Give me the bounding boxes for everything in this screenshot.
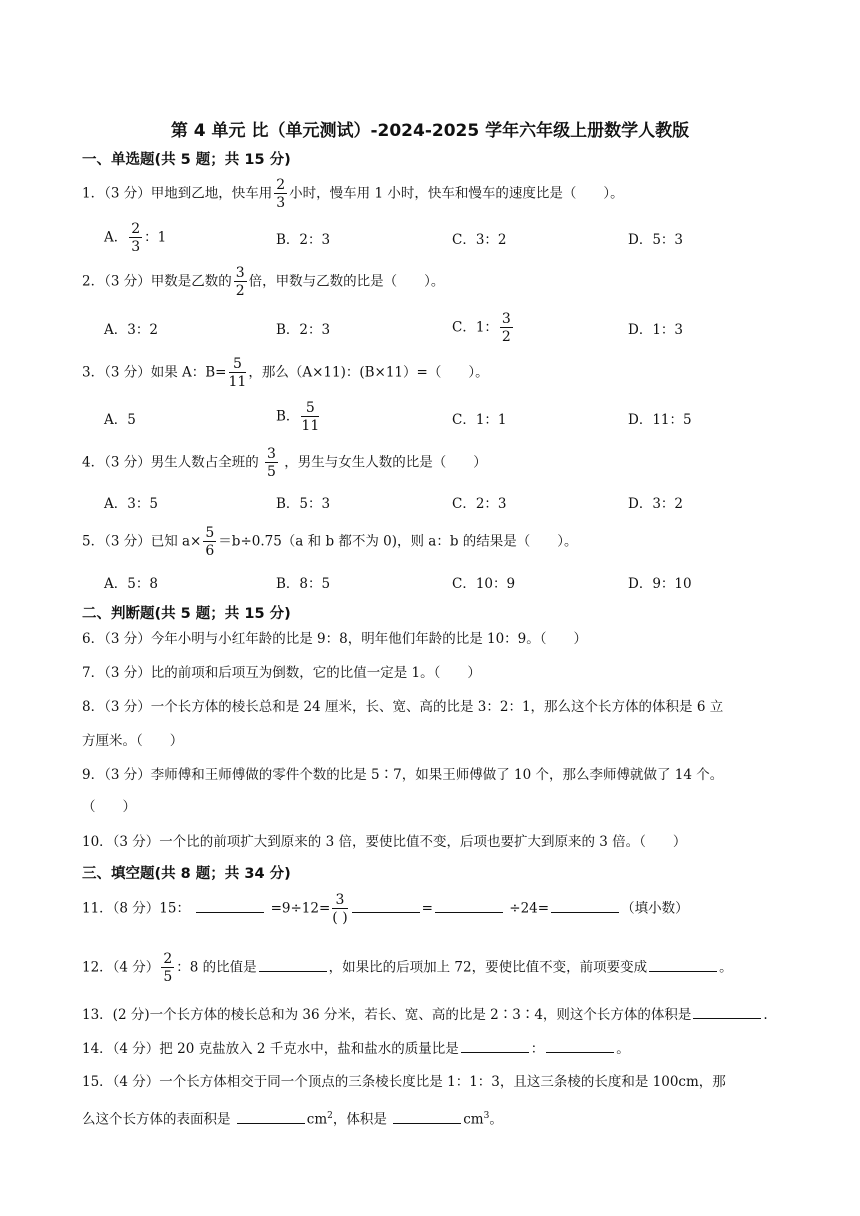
fraction: $\frac{3}{5}$: [267, 446, 276, 480]
q2-option-a: A．3：2: [104, 322, 158, 338]
question-15-line-2: 么这个长方体的表面积是 $cm^2$，体积是 $cm^3$。: [82, 1106, 503, 1130]
q2-option-b: B．2：3: [276, 322, 331, 338]
section-heading-single-choice: 一、单选题(共 5 题；共 15 分): [82, 152, 291, 168]
fraction: $\frac{3}{2}$: [235, 265, 245, 299]
fraction: $\frac{5}{11}$: [228, 356, 247, 390]
question-13: 13．(2 分)一个长方体的棱长总和为 36 分米，若长、宽、高的比是 2∶3∶4，则这个长方体的体积是 .: [82, 1004, 768, 1025]
q4-option-a: A．3：5: [104, 496, 158, 512]
answer-blank[interactable]: [393, 1109, 461, 1124]
q2-option-c: C．1： $\frac{3}{2}$: [452, 311, 511, 345]
question-15-line-1: 15．（4 分）一个长方体相交于同一个顶点的三条棱长度比是 1：1：3，且这三条棱的长度和是 100cm，那: [82, 1074, 726, 1090]
answer-blank[interactable]: [461, 1038, 529, 1053]
question-10: 10．（3 分）一个比的前项扩大到原来的 3 倍，要使比值不变，后项也要扩大到原来的 3 倍。（ ）: [82, 834, 687, 850]
answer-blank[interactable]: [693, 1004, 761, 1019]
section-heading-true-false: 二、判断题(共 5 题；共 15 分): [82, 606, 291, 622]
answer-blank[interactable]: [435, 898, 503, 913]
q5-option-a: A．5：8: [104, 576, 158, 592]
question-8-line-2: 方厘米。（ ）: [82, 733, 184, 749]
q4-option-d: D．3：2: [628, 496, 684, 512]
q2-option-d: D．1：3: [628, 322, 684, 338]
answer-blank[interactable]: [546, 1038, 614, 1053]
question-11: 11．（8 分）15： =9÷12= $\frac{3}{( )}$ = ÷24= （填小数）: [82, 892, 689, 926]
question-1: [82, 178, 624, 210]
question-3: 3．（3 分）如果 A：B= $\frac{5}{11}$ ，那么（A×11)：(B×11）=（ ）。: [82, 356, 489, 390]
q4-option-c: C．2：3: [452, 496, 507, 512]
fraction: $\frac{2}{3}$: [276, 177, 286, 211]
question-2: 2．（3 分）甲数是乙数的 $\frac{3}{2}$ 倍，甲数与乙数的比是（ ）。: [82, 265, 445, 299]
q1-option-c: C．3：2: [452, 232, 507, 248]
q5-option-b: B．8：5: [276, 576, 331, 592]
question-1-text-a: 1．（3 分）甲地到乙地，快车用: [82, 185, 273, 202]
q5-option-d: D．9：10: [628, 576, 692, 592]
q4-option-b: B．5：3: [276, 496, 331, 512]
question-4: 4．（3 分）男生人数占全班的 $\frac{3}{5}$ ，男生与女生人数的比是（ ）: [82, 446, 487, 480]
q1-option-d: D．5：3: [628, 232, 684, 248]
answer-blank[interactable]: [649, 957, 717, 972]
question-9-line-2: （ ）: [82, 799, 136, 815]
q5-option-c: C．10：9: [452, 576, 516, 592]
question-5: 5．（3 分）已知 a× $\frac{5}{6}$ ＝b÷0.75（a 和 b 都不为 0)，则 a：b 的结果是（ ）。: [82, 525, 578, 559]
answer-blank[interactable]: [237, 1109, 305, 1124]
answer-blank[interactable]: [352, 898, 420, 913]
question-1-text-b: 小时，慢车用 1 小时，快车和慢车的速度比是（ ）。: [289, 185, 624, 202]
section-heading-fill-blank: 三、填空题(共 8 题；共 34 分): [82, 866, 291, 882]
q3-option-c: C．1：1: [452, 412, 507, 428]
fraction: $\frac{3}{( )}$: [332, 892, 348, 926]
q3-option-b: B． $\frac{5}{11}$: [276, 400, 320, 434]
q1-option-a: A． $\frac{2}{3}$ ：1: [104, 221, 167, 255]
fraction: $\frac{5}{6}$: [205, 525, 215, 559]
q1-option-b: B．2：3: [276, 232, 331, 248]
question-7: 7．（3 分）比的前项和后项互为倒数，它的比值一定是 1。（ ）: [82, 665, 481, 681]
question-12: 12．（4 分） $\frac{2}{5}$ ：8 的比值是 ，如果比的后项加上 72，要使比值不变，前项要变成 。: [82, 951, 733, 985]
answer-blank[interactable]: [259, 957, 327, 972]
page-title: 第 4 单元 比（单元测试）-2024-2025 学年六年级上册数学人教版: [170, 121, 690, 141]
question-14: 14．（4 分）把 20 克盐放入 2 千克水中，盐和盐水的质量比是 ： 。: [82, 1038, 630, 1059]
question-9-line-1: 9．（3 分）李师傅和王师傅做的零件个数的比是 5∶7，如果王师傅做了 10 个，那么李师傅就做了 14 个。: [82, 767, 724, 783]
answer-blank[interactable]: [196, 898, 264, 913]
q3-option-a: A．5: [104, 412, 136, 428]
fraction: $\frac{2}{5}$: [163, 951, 173, 985]
q3-option-d: D．11：5: [628, 412, 692, 428]
answer-blank[interactable]: [551, 898, 619, 913]
question-6: 6．（3 分）今年小明与小红年龄的比是 9：8，明年他们年龄的比是 10：9。（ ）: [82, 631, 587, 647]
question-8-line-1: 8．（3 分）一个长方体的棱长总和是 24 厘米，长、宽、高的比是 3：2：1，那么这个长方体的体积是 6 立: [82, 699, 724, 715]
